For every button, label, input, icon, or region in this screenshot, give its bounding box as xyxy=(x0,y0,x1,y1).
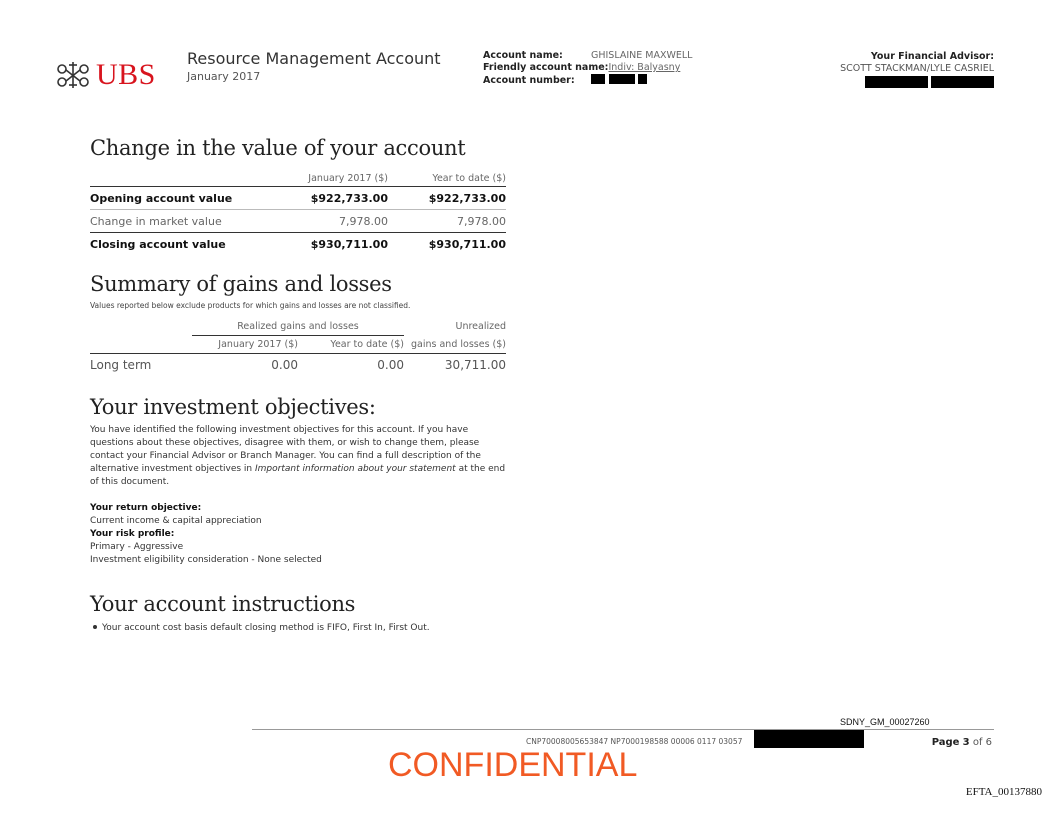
table-row xyxy=(90,187,506,210)
efta-number: EFTA_00137880 xyxy=(965,786,1042,798)
account-info xyxy=(483,50,692,87)
gains-losses-note: Values reported below exclude products for which gains and losses are not classified. xyxy=(90,301,411,310)
page-total: of 6 xyxy=(972,737,992,748)
bates-number: SDNY_GM_00027260 xyxy=(840,717,930,727)
row-month: 0.00 xyxy=(271,358,298,372)
footer-rule xyxy=(252,729,994,730)
financial-advisor xyxy=(840,51,994,92)
row-month: 7,978.00 xyxy=(339,214,388,228)
risk-profile-value: Primary - Aggressive xyxy=(90,542,184,552)
page-word: Page xyxy=(931,737,960,748)
unrealized-header: Unrealized xyxy=(455,321,506,332)
confidential-stamp: CONFIDENTIAL xyxy=(388,746,638,784)
redaction-box xyxy=(754,730,864,748)
footer-doc-code: CNP70008005653847 NP7000198588 00006 0117 03057 xyxy=(526,737,743,746)
table-row xyxy=(90,210,506,233)
instruction-item: Your account cost basis default closing method is FIFO, First In, First Out. xyxy=(102,623,430,633)
page-number: 3 xyxy=(962,737,970,748)
return-objective-value: Current income & capital appreciation xyxy=(90,516,262,526)
ubs-logo xyxy=(54,58,156,92)
objectives-link-text: Important information about your statement xyxy=(255,464,456,474)
risk-profile-label: Your risk profile: xyxy=(90,529,175,539)
row-month: $922,733.00 xyxy=(310,191,388,205)
redaction-box xyxy=(591,74,605,84)
account-name-value: GHISLAINE MAXWELL xyxy=(591,50,693,61)
col-unrealized-header: gains and losses ($) xyxy=(411,339,506,350)
gains-losses-heading: Summary of gains and losses xyxy=(90,272,392,296)
table-header-row xyxy=(90,170,506,187)
eligibility-text: Investment eligibility consideration - None selected xyxy=(90,555,322,565)
change-in-value-heading: Change in the value of your account xyxy=(90,136,466,160)
objectives-heading: Your investment objectives: xyxy=(90,395,376,419)
col-month-header: January 2017 ($) xyxy=(308,172,388,184)
row-unrealized: 30,711.00 xyxy=(444,358,506,372)
row-label: Long term xyxy=(90,358,152,372)
realized-header-rule xyxy=(192,335,404,336)
objectives-text-end: at the end of this document. xyxy=(90,464,506,487)
advisor-names: SCOTT STACKMAN/LYLE CASRIEL xyxy=(840,63,994,74)
row-ytd: $922,733.00 xyxy=(428,191,506,205)
table-row xyxy=(90,358,506,372)
objectives-text: You have identified the following investment objectives for this account. If you have questions about these objectives, disagree with them, or wish to change them, please contact your Financial Advisor or Branch Manager. You can find a full description of the alternative investment objectives in xyxy=(90,425,481,474)
objectives-paragraph xyxy=(90,424,510,489)
return-objective-label: Your return objective: xyxy=(90,503,202,513)
redaction-box xyxy=(638,74,647,84)
page-indicator xyxy=(932,737,992,748)
friendly-name-label: Friendly account name: xyxy=(483,62,609,73)
row-label: Change in market value xyxy=(90,214,222,228)
advisor-label: Your Financial Advisor: xyxy=(870,51,994,62)
statement-title-block xyxy=(187,49,441,83)
col-ytd-header: Year to date ($) xyxy=(330,339,404,350)
row-label: Opening account value xyxy=(90,191,233,205)
row-ytd: 0.00 xyxy=(377,358,404,372)
brand-text: UBS xyxy=(96,58,156,91)
account-name-label: Account name: xyxy=(483,50,563,61)
col-ytd-header: Year to date ($) xyxy=(432,172,506,184)
row-label: Closing account value xyxy=(90,237,226,251)
gains-table-rule xyxy=(90,353,506,354)
instructions-heading: Your account instructions xyxy=(90,592,356,616)
change-in-value-table xyxy=(90,170,506,255)
instructions-list xyxy=(90,622,430,635)
col-month-header: January 2017 ($) xyxy=(218,339,298,350)
table-row xyxy=(90,233,506,256)
statement-title: Resource Management Account xyxy=(187,49,441,68)
realized-header: Realized gains and losses xyxy=(237,321,359,332)
statement-period: January 2017 xyxy=(187,70,261,83)
objectives-details xyxy=(90,502,322,567)
row-ytd: 7,978.00 xyxy=(457,214,506,228)
redaction-box xyxy=(931,76,994,88)
redaction-box xyxy=(865,76,928,88)
row-month: $930,711.00 xyxy=(310,237,388,251)
bullet-icon xyxy=(93,625,97,629)
account-number-label: Account number: xyxy=(483,75,575,86)
redaction-box xyxy=(609,74,635,84)
friendly-name-value: Indiv: Balyasny xyxy=(608,62,681,73)
ubs-keys-icon xyxy=(54,60,92,90)
row-ytd: $930,711.00 xyxy=(428,237,506,251)
